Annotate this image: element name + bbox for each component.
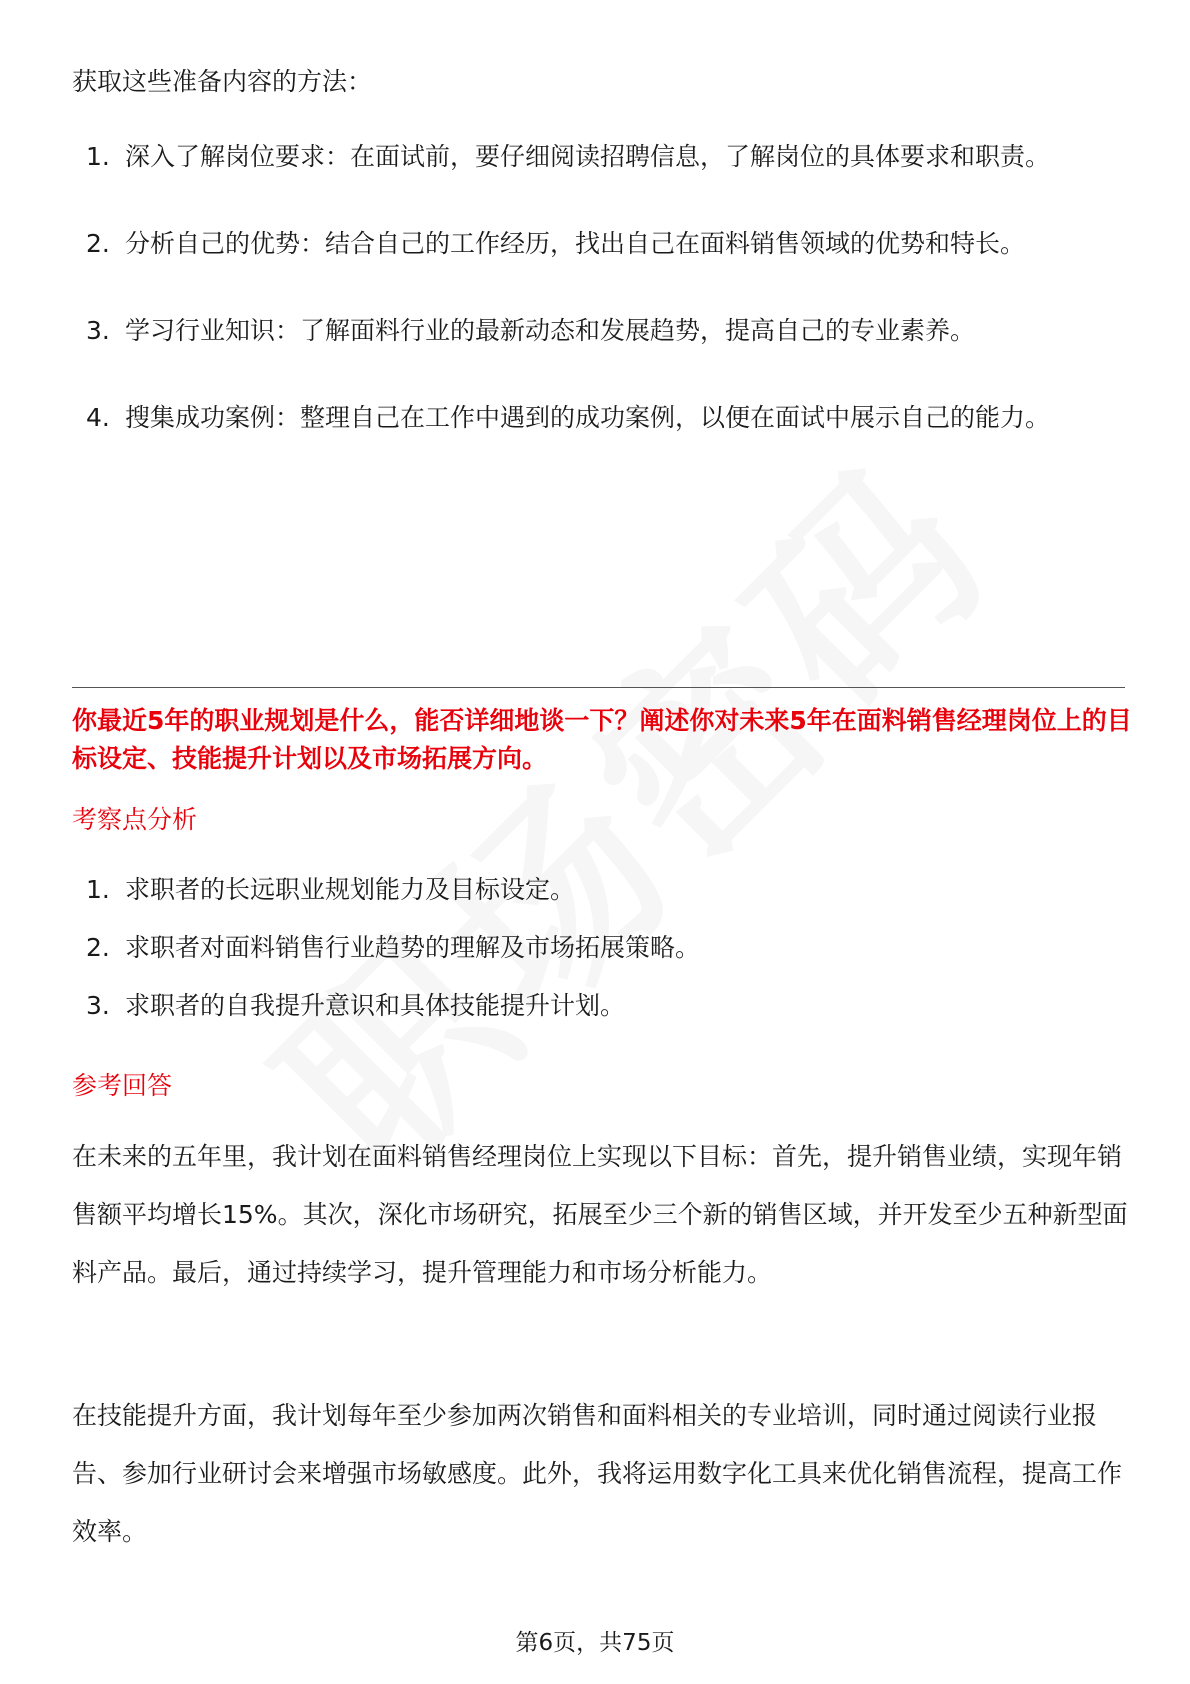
- list-item: 1. 求职者的长远职业规划能力及目标设定。: [86, 875, 576, 904]
- analysis-heading: 考察点分析: [72, 805, 198, 834]
- interview-question: 你最近5年的职业规划是什么，能否详细地谈一下？阐述你对未来5年在面料销售经理岗位上的目标设定、技能提升计划以及市场拓展方向。: [72, 706, 1132, 773]
- section-divider: [72, 687, 1125, 688]
- list-item: 2. 求职者对面料销售行业趋势的理解及市场拓展策略。: [86, 933, 701, 962]
- list-item: 3. 学习行业知识：了解面料行业的最新动态和发展趋势，提高自己的专业素养。: [86, 316, 976, 345]
- watermark: [205, 376, 1055, 1226]
- list-item: 2. 分析自己的优势：结合自己的工作经历，找出自己在面料销售领域的优势和特长。: [86, 229, 1026, 258]
- analysis-list: [72, 861, 1122, 1035]
- methods-list: [72, 128, 1122, 476]
- list-item: 4. 搜集成功案例：整理自己在工作中遇到的成功案例，以便在面试中展示自己的能力。: [86, 403, 1051, 432]
- list-item: 1. 深入了解岗位要求：在面试前，要仔细阅读招聘信息，了解岗位的具体要求和职责。: [86, 142, 1051, 171]
- list-item: 3. 求职者的自我提升意识和具体技能提升计划。: [86, 991, 626, 1020]
- answer-paragraph: 在未来的五年里，我计划在面料销售经理岗位上实现以下目标：首先，提升销售业绩，实现年销售额平均增长15%。其次，深化市场研究，拓展至少三个新的销售区域，并开发至少五种新型面料产品。最后，通过持续学习，提升管理能力和市场分析能力。: [72, 1142, 1128, 1287]
- answer-heading: 参考回答: [72, 1071, 173, 1100]
- methods-intro: 获取这些准备内容的方法：: [72, 67, 373, 96]
- page-number: 第6页，共75页: [515, 1630, 675, 1656]
- answer-paragraph: 在技能提升方面，我计划每年至少参加两次销售和面料相关的专业培训，同时通过阅读行业报告、参加行业研讨会来增强市场敏感度。此外，我将运用数字化工具来优化销售流程，提高工作效率。: [72, 1401, 1123, 1546]
